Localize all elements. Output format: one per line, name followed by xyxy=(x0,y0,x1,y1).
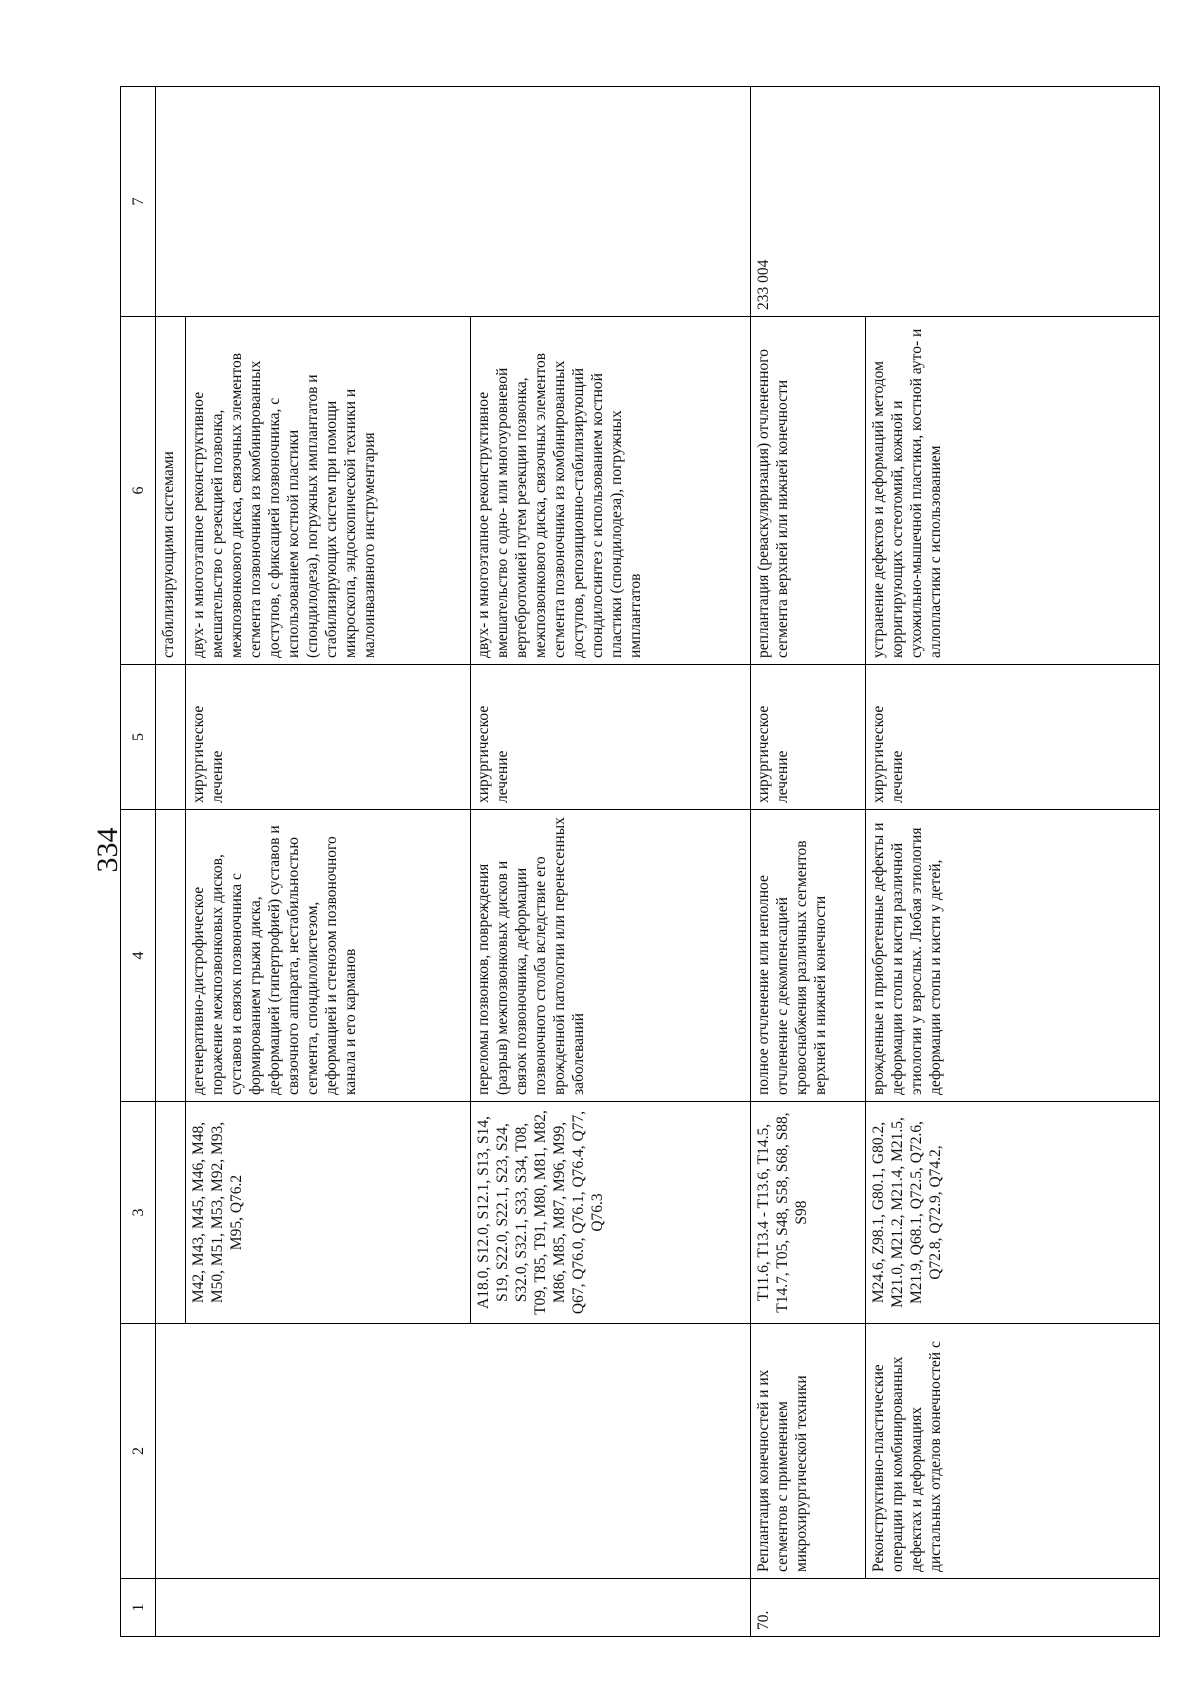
cell-col2: Реплантация конечностей и их сегментов с применением микрохирургической техники xyxy=(751,1324,866,1579)
cell-col4: дегенеративно-дистрофическое поражение межпозвонковых дисков, суставов и связок позвоночника с формированием грыжи диска, деформацией (гипертрофией) суставов и связочного аппарата, нестабильностью сегмента, спондилолистезом, деформацией и стенозом позвоночного канала и его карманов xyxy=(186,810,471,1102)
table-row xyxy=(156,87,186,1637)
cell-col6: стабилизирующими системами xyxy=(156,317,186,665)
cell-col4 xyxy=(156,810,186,1102)
cell-col4: переломы позвонков, повреждения (разрыв) межпозвонковых дисков и связок позвоночника, деформации позвоночного столба вследствие его врожденной патологии или перенесенных заболеваний xyxy=(471,810,751,1102)
table-row xyxy=(751,87,866,1637)
cell-col5: хирургическое лечение xyxy=(471,665,751,810)
cell-col1 xyxy=(156,1579,751,1637)
column-header-1: 1 xyxy=(121,1579,156,1637)
cell-col1: 70. xyxy=(751,1579,1160,1637)
cell-col6: устранение дефектов и деформаций методом корригирующих остеотомий, кожной и сухожильно-мышечной пластики, костной ауто- и аллопластики с использованием xyxy=(866,317,1160,665)
cell-col7 xyxy=(156,87,751,317)
cell-col5 xyxy=(156,665,186,810)
column-header-5: 5 xyxy=(121,665,156,810)
cell-col3 xyxy=(156,1102,186,1324)
cell-col5: хирургическое лечение xyxy=(186,665,471,810)
column-header-4: 4 xyxy=(121,810,156,1102)
cell-col3: T11.6, T13.4 - T13.6, T14.5, T14.7, T05, S48, S58, S68, S88, S98 xyxy=(751,1102,866,1324)
cell-col6: реплантация (реваскуляризация) отчлененного сегмента верхней или нижней конечности xyxy=(751,317,866,665)
header-row xyxy=(121,87,156,1637)
cell-col6: двух- и многоэтапное реконструктивное вмешательство с одно- или многоуровневой вертебротомией путем резекции позвонка, межпозвонкового диска, связочных элементов сегмента позвоночника из комбинированных доступов, репозиционно-стабилизирующий спондилосинтез с использованием костной пластики (спондилодеза), погружных имплантатов xyxy=(471,317,751,665)
column-header-3: 3 xyxy=(121,1102,156,1324)
cell-col6: двух- и многоэтапное реконструктивное вмешательство с резекцией позвонка, межпозвонкового диска, связочных элементов сегмента позвоночника из комбинированных доступов, с фиксацией позвоночника, с использованием костной пластики (спондилодеза), погружных имплантатов и стабилизирующих систем при помощи микроскопа, эндоскопической техники и малоинвазивного инструментария xyxy=(186,317,471,665)
column-header-7: 7 xyxy=(121,87,156,317)
cell-col2: Реконструктивно-пластические операции при комбинированных дефектах и деформациях дистальных отделов конечностей с xyxy=(866,1324,1160,1579)
column-header-2: 2 xyxy=(121,1324,156,1579)
page-number: 334 xyxy=(91,827,124,873)
cell-col3: A18.0, S12.0, S12.1, S13, S14, S19, S22.0, S22.1, S23, S24, S32.0, S32.1, S33, S34, T08, T09, T85, T91, M80, M81, M82, M86, M85, M87, M96, M99, Q67, Q76.0, Q76.1, Q76.4, Q77, Q76.3 xyxy=(471,1102,751,1324)
procedures-table xyxy=(120,86,1160,1637)
cell-col2 xyxy=(156,1324,751,1579)
cell-col3: M42, M43, M45, M46, M48, M50, M51, M53, M92, M93, M95, Q76.2 xyxy=(186,1102,471,1324)
cell-col5: хирургическое лечение xyxy=(866,665,1160,810)
rotated-table-container xyxy=(120,87,1160,1637)
cell-col7: 233 004 xyxy=(751,87,1160,317)
table-row xyxy=(866,87,1160,1637)
cell-col4: полное отчленение или неполное отчленение с декомпенсацией кровоснабжения различных сегментов верхней и нижней конечности xyxy=(751,810,866,1102)
cell-col4: врожденные и приобретенные дефекты и деформации стопы и кисти различной этиологии у взрослых. Любая этиология деформации стопы и кисти у детей, xyxy=(866,810,1160,1102)
cell-col5: хирургическое лечение xyxy=(751,665,866,810)
cell-col3: M24.6, Z98.1, G80.1, G80.2, M21.0, M21.2, M21.4, M21.5, M21.9, Q68.1, Q72.5, Q72.6, Q72.8, Q72.9, Q74.2, xyxy=(866,1102,1160,1324)
column-header-6: 6 xyxy=(121,317,156,665)
